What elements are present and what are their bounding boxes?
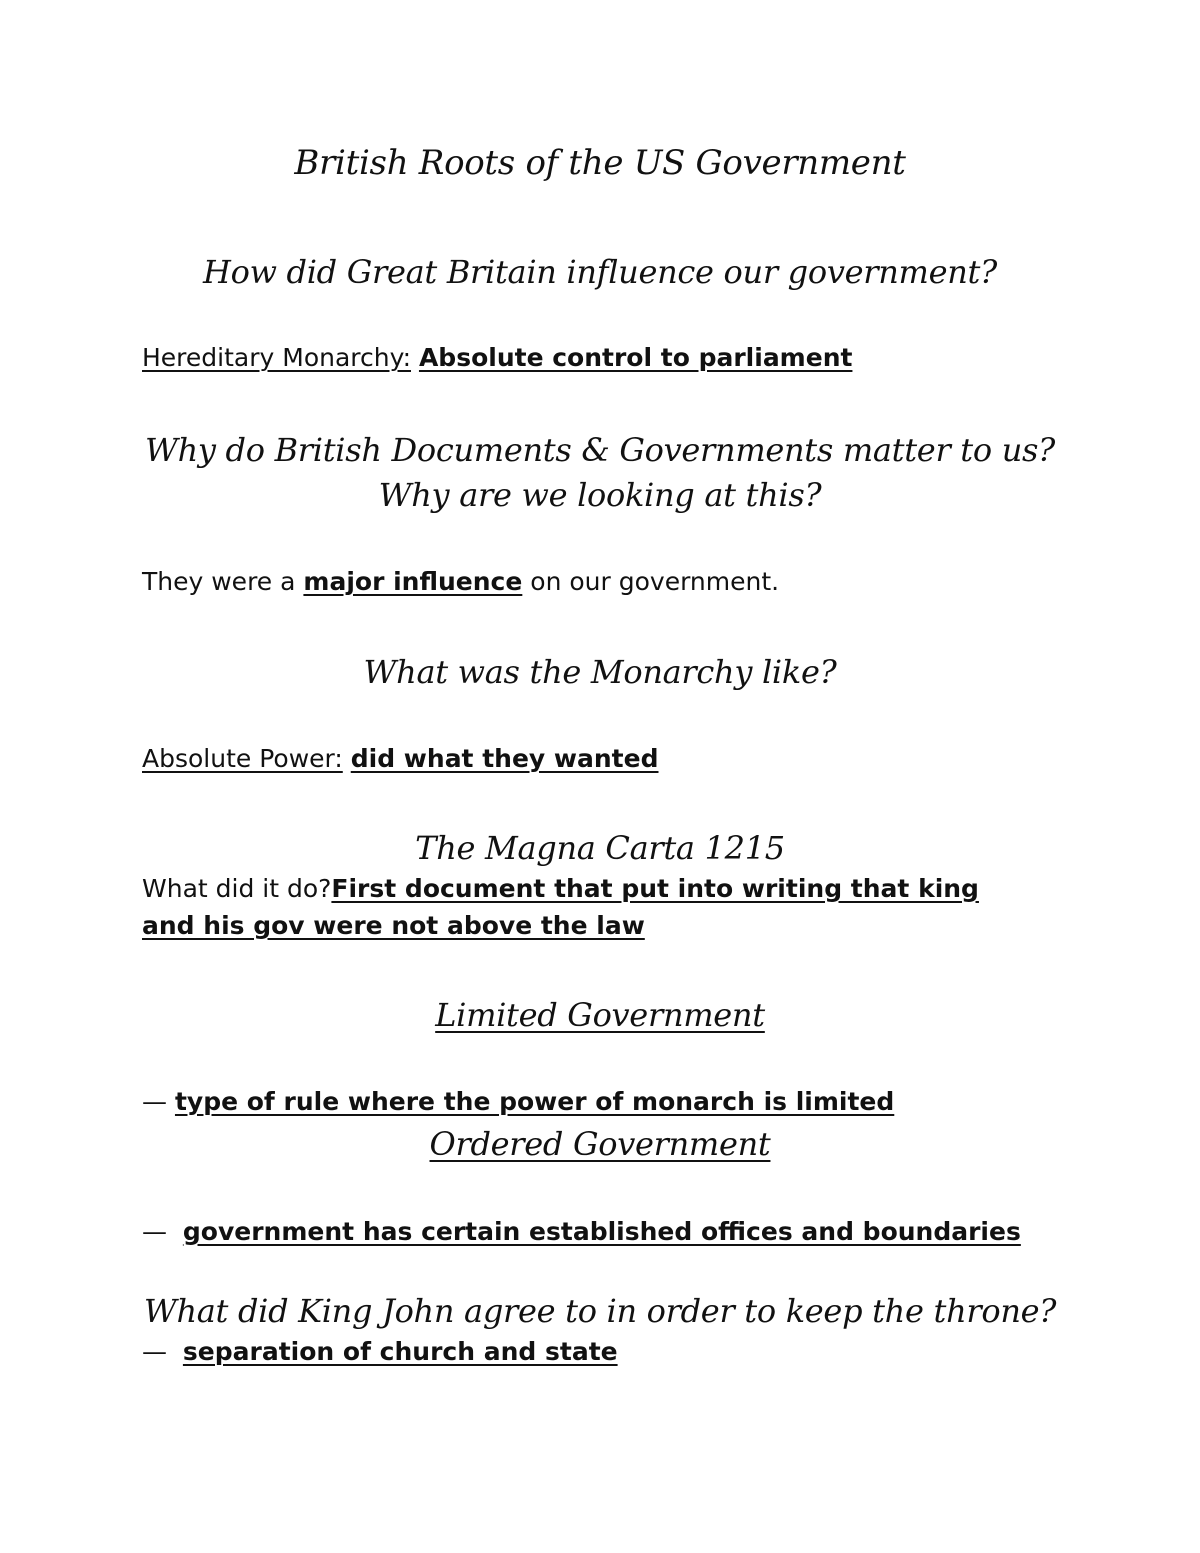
ordered-government-heading-text: Ordered Government	[429, 1125, 771, 1163]
absolute-power-answer: did what they wanted	[350, 744, 659, 773]
king-john-answer: separation of church and state	[182, 1337, 618, 1366]
limited-government-heading	[0, 993, 1200, 1037]
limited-government-answer: type of rule where the power of monarch is limited	[174, 1087, 895, 1116]
question-why-documents-matter: Why do British Documents & Governments matter to us?	[145, 431, 1055, 469]
magna-carta-block	[142, 870, 1042, 944]
magna-carta-answer-2: and his gov were not above the law	[142, 911, 645, 940]
ordered-government-heading	[0, 1122, 1200, 1166]
ordered-government-row	[142, 1214, 1021, 1250]
influence-suffix: on our government.	[530, 567, 780, 596]
question-why-looking: Why are we looking at this?	[378, 476, 822, 514]
king-john-row	[142, 1334, 618, 1370]
question-monarchy-like: What was the Monarchy like?	[363, 653, 837, 691]
magna-carta-heading: The Magna Carta 1215	[415, 829, 785, 867]
influence-answer: major influence	[303, 567, 523, 596]
question-king-john: What did King John agree to in order to keep the throne?	[143, 1292, 1057, 1330]
limited-government-heading-text: Limited Government	[435, 996, 765, 1034]
influence-row	[142, 564, 779, 600]
limited-government-row	[142, 1084, 894, 1120]
magna-carta-answer-1: First document that put into writing that king	[331, 874, 979, 903]
question-great-britain-influence: How did Great Britain influence our government?	[203, 253, 997, 291]
magna-carta-line-2	[142, 907, 1042, 944]
absolute-power-label: Absolute Power:	[142, 744, 343, 773]
magna-carta-line-1	[142, 870, 1042, 907]
hereditary-monarchy-label: Hereditary Monarchy:	[142, 343, 411, 372]
absolute-power-row	[142, 741, 659, 777]
influence-prefix: They were a	[142, 567, 296, 596]
page-title: British Roots of the US Government	[294, 143, 906, 183]
ordered-government-answer: government has certain established offices and boundaries	[182, 1217, 1021, 1246]
ordered-dash: —	[142, 1217, 167, 1246]
hereditary-monarchy-answer: Absolute control to parliament	[418, 343, 853, 372]
limited-dash: —	[142, 1087, 167, 1116]
hereditary-monarchy-row	[142, 340, 852, 376]
magna-carta-prompt: What did it do?	[142, 874, 332, 903]
king-john-dash: —	[142, 1337, 167, 1366]
